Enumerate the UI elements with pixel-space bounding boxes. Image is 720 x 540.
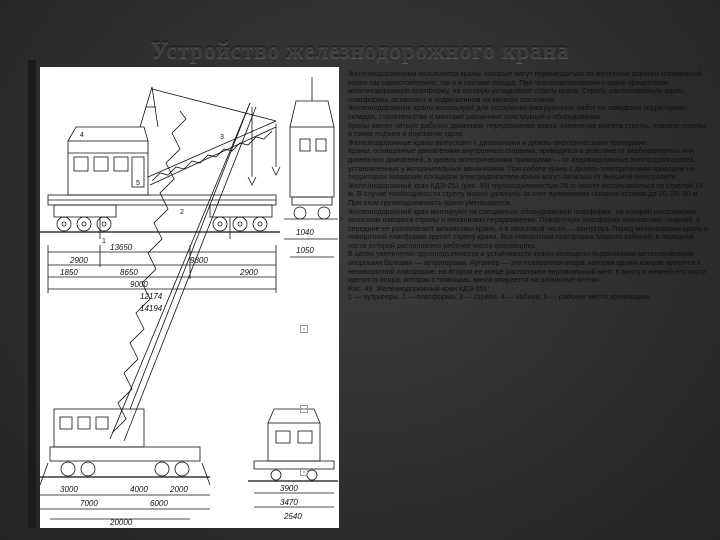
paragraph: Железнодорожный кран монтируют на специально оборудованной платформе, на которой располагают механизм поворота стрелы и механизмы передвижения. Поворотную платформу изготовляют сварной, в середине ее располагают механизмы крана, а в хвостовой части — контргруз. Перед механизмами крана в поворотной платформе крепят стрелу крана. Вся поворотная платформа закрыта кабиной, в передней части которой расположено рабочее место крановщика. [348, 206, 708, 250]
dim-label: 1050 [296, 246, 314, 255]
dim-label: 2540 [284, 512, 302, 521]
dim-label: 2900 [70, 256, 88, 265]
dim-label: 1040 [296, 228, 314, 237]
left-frame-bar [28, 60, 36, 528]
bogie-right [210, 205, 272, 231]
dim-label: 2900 [240, 268, 258, 277]
paragraph: Краны имеют четыре рабочих движения: передвижение крана, изменение вылета стрелы, поворот стрелы, а также подъем и опускание груза. [348, 120, 708, 139]
figure-legend: 1 — аутригеры, 2 — платформа, 3 — стрела, 4 — кабина, 5 — рабочее место крановщика [348, 292, 651, 302]
dim-label: 12174 [140, 292, 163, 301]
crane-drawing [40, 67, 339, 528]
paragraph: В целях увеличения грузоподъемности и устойчивости краны оснащены выдвижными металлическими опорными балками — аутригерами. Аутригер — это поворотная опора, которая одним концом крепится к неповоротной платформе, на втором ее конце расположен вертикальный винт. К винту в нижней его части крепится опора, которая с помощью, винта опирается на шпальные клетки. [348, 249, 707, 285]
part-label-3: 3 [220, 134, 224, 141]
dim-label: 6000 [150, 499, 168, 508]
paragraph: Железнодорожные краны используют для погрузочно-разгрузочных работ на заводских территориях, складах, строительстве и монтаже различных конструкций и оборудования. [348, 103, 688, 121]
paragraph: Железнодорожный кран КДЭ-251 (рис. 49) грузоподъемностью 25 тс может использоваться со стрелой 15 м. В случае необходимости стрелу можно удлинить за счет применения типовых вставок до 20, 25, 30 м. При этом грузоподъемность крана уменьшается. [348, 180, 703, 207]
part-label-4: 4 [80, 132, 84, 139]
bullet-icon [300, 405, 308, 413]
dim-label: 9800 [190, 256, 208, 265]
dim-label: 1850 [60, 268, 78, 277]
dim-label: 3900 [280, 484, 298, 493]
part-label-5: 5 [136, 180, 140, 187]
bogie-left [54, 205, 116, 231]
dim-label: 20000 [110, 518, 133, 527]
boom-side [148, 89, 276, 185]
dim-label: 13650 [110, 243, 133, 252]
dim-label: 3470 [280, 498, 298, 507]
dim-label: 4000 [130, 485, 148, 494]
figure-caption: Рис. 49. Железнодорожный кран КДЭ-251: [348, 283, 490, 293]
dim-label: 8650 [120, 268, 138, 277]
dim-label: 14194 [140, 304, 163, 313]
bullet-icon [300, 468, 308, 476]
slide-title: Устройство железнодорожного крана [150, 38, 570, 64]
paragraph: Железнодорожные краны выпускают с дизельными и дизель-электрическими приводами. [348, 137, 649, 147]
paragraph: Железнодорожными называются краны, которые могут перемещаться по железным дорогам нормальной колеи как самостоятельно, так и в составе поезда. При транспортировании к крану прицепляют железнодорожную платформу, на которую укладывают стрелу крана. Стрелу, расположенную вдоль платформы, оставляют в подвешенном на канатах состоянии. [348, 69, 702, 104]
crane-drawing-svg [40, 67, 339, 528]
bullet-markers [300, 320, 330, 500]
paragraph: Краны, оснащенные двигателями внутреннего сгорания, приводятся в действие от карбюраторных или дизельных двигателей, а дизель-электрическими приводами — от индивидуальных электродвигателей, установленных у исполнительных механизмов. При работе крана с дизель-электрическим приводом на территории заводских площадок электродвигатели крана могут питаться от внешней электросети. [348, 146, 696, 182]
part-label-2: 2 [180, 209, 184, 216]
part-label-1: 1 [102, 238, 106, 245]
dim-label: 2000 [170, 485, 188, 494]
description-text [348, 70, 710, 530]
dim-label: 7000 [80, 499, 98, 508]
dim-label: 9000 [130, 280, 148, 289]
bullet-icon [300, 325, 308, 333]
dim-label: 3000 [60, 485, 78, 494]
